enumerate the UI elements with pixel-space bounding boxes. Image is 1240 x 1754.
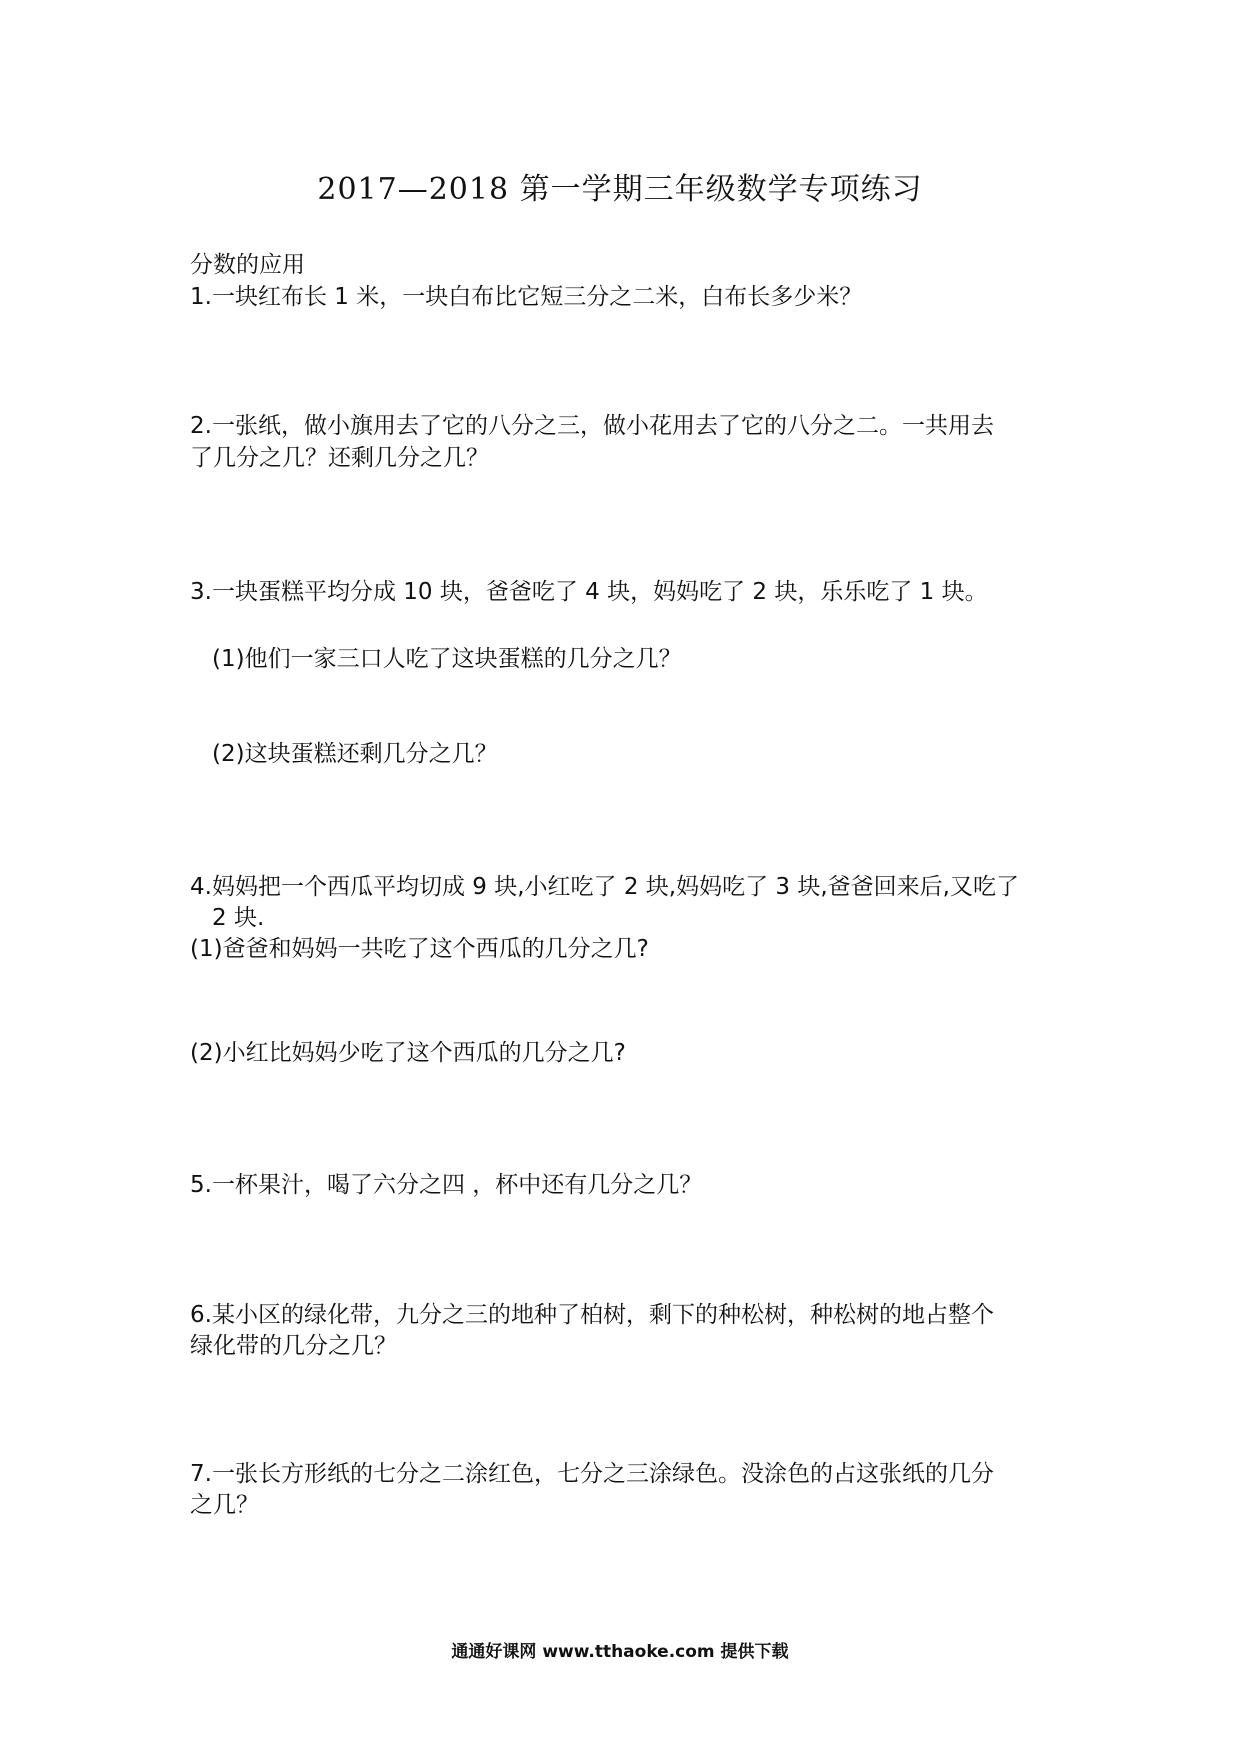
worksheet-title: 2017—2018 第一学期三年级数学专项练习 xyxy=(317,172,923,207)
question-4-line-1: 4.妈妈把一个西瓜平均切成 9 块,小红吃了 2 块,妈妈吃了 3 块,爸爸回来后,又吃了 xyxy=(190,874,1019,900)
footer-source: 通通好课网 www.tthaoke.com 提供下载 xyxy=(451,1642,789,1662)
question-3-part-1: (1)他们一家三口人吃了这块蛋糕的几分之几？ xyxy=(212,646,682,672)
question-6-line-1: 6.某小区的绿化带，九分之三的地种了柏树，剩下的种松树，种松树的地占整个 xyxy=(190,1302,994,1328)
question-7-line-1: 7.一张长方形纸的七分之二涂红色，七分之三涂绿色。没涂色的占这张纸的几分 xyxy=(190,1461,994,1487)
question-4-line-2: 2 块. xyxy=(212,905,265,931)
section-heading: 分数的应用 xyxy=(190,252,305,278)
question-6-line-2: 绿化带的几分之几？ xyxy=(190,1333,397,1359)
question-1: 1.一块红布长 1 米，一块白布比它短三分之二米，白布长多少米？ xyxy=(190,284,863,310)
question-4-part-2: (2)小红比妈妈少吃了这个西瓜的几分之几? xyxy=(190,1040,626,1066)
question-4-part-1: (1)爸爸和妈妈一共吃了这个西瓜的几分之几? xyxy=(190,936,649,962)
question-5: 5.一杯果汁，喝了六分之四 ，杯中还有几分之几？ xyxy=(190,1172,703,1198)
question-2-line-1: 2.一张纸，做小旗用去了它的八分之三，做小花用去了它的八分之二。一共用去 xyxy=(190,413,994,439)
question-3: 3.一块蛋糕平均分成 10 块，爸爸吃了 4 块，妈妈吃了 2 块，乐乐吃了 1 块。 xyxy=(190,579,988,605)
question-2-line-2: 了几分之几？还剩几分之几？ xyxy=(190,445,489,471)
question-7-line-2: 之几？ xyxy=(190,1492,259,1518)
question-3-part-2: (2)这块蛋糕还剩几分之几？ xyxy=(212,741,498,767)
